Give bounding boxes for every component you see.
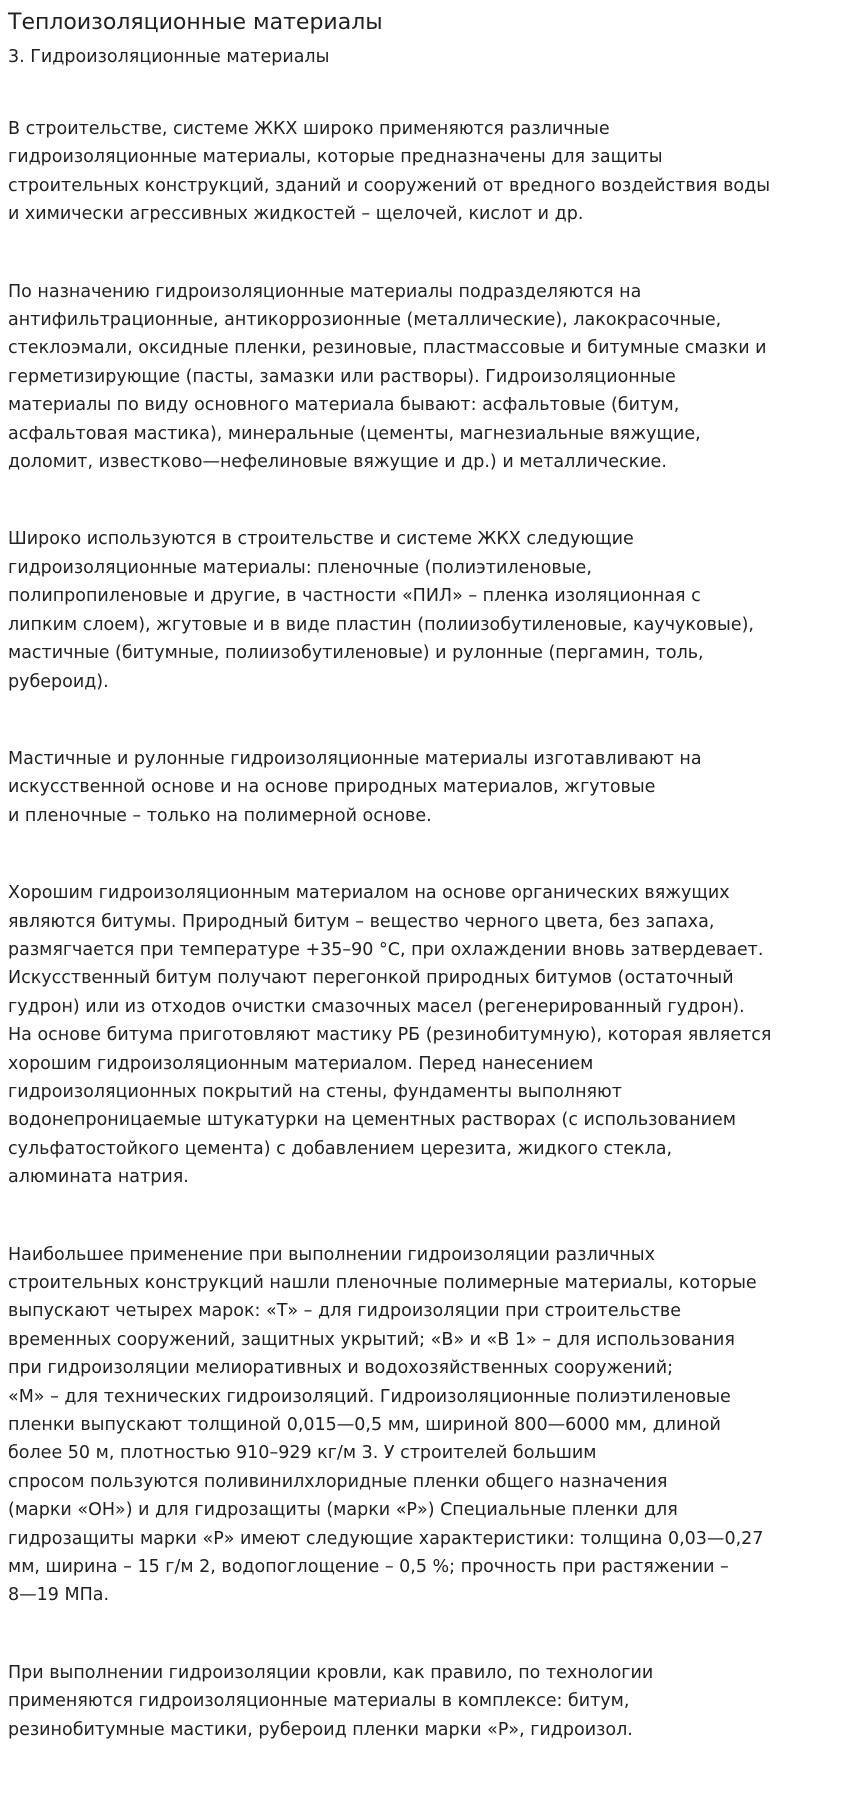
page-title: Теплоизоляционные материалы	[8, 10, 383, 35]
paragraph-bitumen: Хорошим гидроизоляционным материалом на основе органических вяжущих являются битумы. Природный битум – вещество черного цвета, без запаха, размягчается при температуре +35–90 °С, при охлаждении вновь затвердевает. Искусственный битум получают перегонкой природных битумов (остаточный гудрон) или из отходов очистки смазочных масел (регенерированный гудрон). На основе битума приготовляют мастику РБ (резинобитумную), которая является хорошим гидроизоляционным материалом. Перед нанесением гидроизоляционных покрытий на стены, фундаменты выполняют водонепроницаемые штукатурки на цементных растворах (с использованием сульфатостойкого цемента) с добавлением церезита, жидкого стекла, алюмината натрия.	[8, 883, 772, 1188]
paragraph-films: Наибольшее применение при выполнении гидроизоляции различных строительных конструкций нашли пленочные полимерные материалы, которые выпускают четырех марок: «Т» – для гидроизоляции при строительстве временных сооружений, защитных укрытий; «В» и «В 1» – для использования при гидроизоляции мелиоративных и водохозяйственных сооружений; «М» – для технических гидроизоляций. Гидроизоляционные полиэтиленовые пленки выпускают толщиной 0,015—0,5 мм, шириной 800—6000 мм, длиной более 50 м, плотностью 910–929 кг/м 3. У строителей большим спросом пользуются поливинилхлоридные пленки общего назначения (марки «ОН») и для гидрозащиты (марки «Р») Специальные пленки для гидрозащиты марки «Р» имеют следующие характеристики: толщина 0,03—0,27 мм, ширина – 15 г/м 2, водопоглощение – 0,5 %; прочность при растяжении – 8—19 МПа.	[8, 1244, 764, 1606]
paragraph-base-types: Мастичные и рулонные гидроизоляционные материалы изготавливают на искусственной основе и на основе природных материалов, жгутовые и пленочные – только на полимерной основе.	[8, 748, 702, 826]
section-title: 3. Гидроизоляционные материалы	[8, 47, 330, 67]
paragraph-intro: В строительстве, системе ЖКХ широко применяются различные гидроизоляционные материалы, которые предназначены для защиты строительных конструкций, зданий и сооружений от вредного воздействия воды и химически агрессивных жидкостей – щелочей, кислот и др.	[8, 119, 771, 225]
paragraph-classification: По назначению гидроизоляционные материалы подразделяются на антифильтрационные, антикоррозионные (металлические), лакокрасочные, стеклоэмали, оксидные пленки, резиновые, пластмассовые и битумные смазки и герметизирующие (пасты, замазки или растворы). Гидроизоляционные материалы по виду основного материала бывают: асфальтовые (битум, асфальтовая мастика), минеральные (цементы, магнезиальные вяжущие, доломит, известково—нефелиновые вяжущие и др.) и металлические.	[8, 281, 767, 473]
article-body	[8, 115, 839, 1744]
paragraph-common-materials: Широко используются в строительстве и системе ЖКХ следующие гидроизоляционные материалы: пленочные (полиэтиленовые, полипропиленовые и другие, в частности «ПИЛ» – пленка изоляционная с липким слоем), жгутовые и в виде пластин (полиизобутиленовые, каучуковые), мастичные (битумные, полиизобутиленовые) и рулонные (пергамин, толь, рубероид).	[8, 529, 754, 692]
paragraph-roofing: При выполнении гидроизоляции кровли, как правило, по технологии применяются гидроизоляционные материалы в комплексе: битум, резинобитумные мастики, рубероид пленки марки «Р», гидроизол.	[8, 1662, 654, 1740]
